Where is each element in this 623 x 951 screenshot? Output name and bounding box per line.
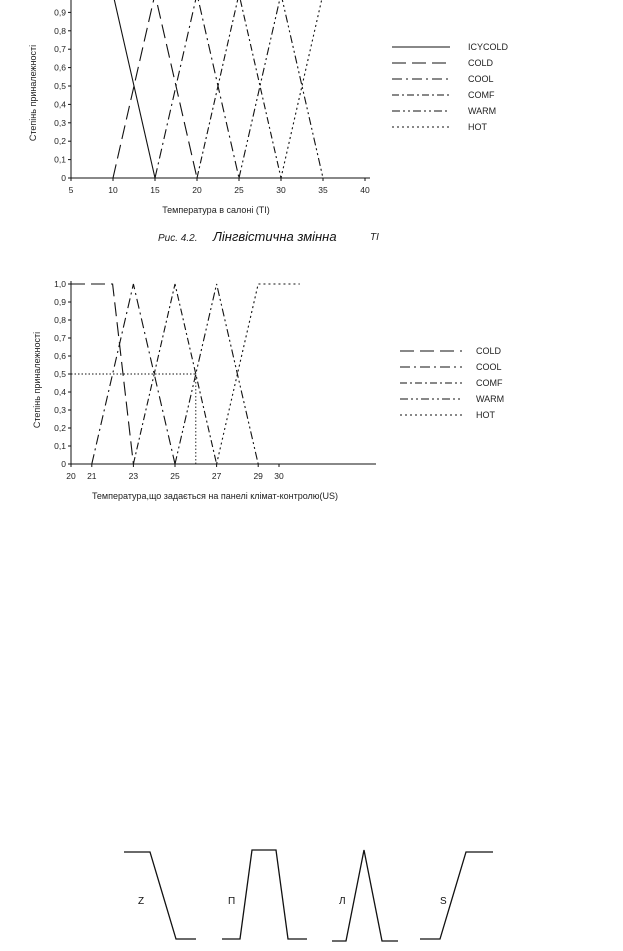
shape-1-label: Z (138, 896, 145, 907)
y-tick-label: 0,8 (54, 315, 66, 325)
legend-label-comf: COMF (476, 378, 503, 388)
caption-title: Лінгвістична змінна (213, 229, 337, 244)
series-line-cool (155, 0, 239, 178)
y-tick-label: 0,1 (54, 154, 66, 165)
x-tick-label: 21 (87, 471, 97, 481)
legend-label-cool: COOL (476, 362, 502, 372)
x-tick-label: 23 (128, 471, 139, 481)
legend-label-comf: COMF (468, 90, 495, 100)
shape-1-curve (124, 852, 196, 939)
series-line-comf (197, 0, 281, 178)
x-tick-label: 27 (211, 471, 222, 481)
y-tick-label: 0,6 (54, 62, 66, 73)
y-tick-label: 0,1 (54, 441, 66, 451)
y-axis-label: Степінь приналежності (32, 331, 42, 429)
y-tick-label: 0,2 (54, 136, 66, 147)
x-tick-label: 40 (360, 185, 370, 195)
x-tick-label: 30 (276, 185, 286, 195)
membership-shapes (124, 850, 493, 941)
series-line-warm (239, 0, 323, 178)
legend-label-cold: COLD (476, 346, 502, 356)
shape-4-label: S (440, 896, 447, 907)
x-tick-label: 35 (318, 185, 328, 195)
y-tick-label: 0,8 (54, 25, 66, 36)
legend-label-warm: WARM (468, 106, 497, 116)
y-tick-label: 0,5 (54, 369, 66, 379)
shape-4-curve (420, 852, 493, 939)
y-tick-label: 0,6 (54, 351, 66, 361)
x-tick-label: 30 (274, 471, 284, 481)
series-line-hot (217, 284, 300, 464)
caption-variable: TI (370, 232, 379, 243)
chart-ti (28, 0, 509, 215)
y-tick-label: 0,5 (54, 81, 66, 91)
legend-label-icycold: ICYCOLD (468, 42, 509, 52)
shape-3-label: Л (339, 896, 346, 907)
x-axis-label: Температура в салоні (TI) (162, 205, 270, 215)
y-tick-label: 0 (61, 459, 66, 469)
shape-2-curve (222, 850, 307, 939)
x-tick-label: 15 (150, 185, 160, 195)
x-tick-label: 10 (108, 185, 118, 195)
x-tick-label: 25 (170, 471, 180, 481)
figure-caption (158, 229, 379, 244)
y-tick-label: 0,3 (54, 117, 66, 128)
y-tick-label: 0,3 (54, 405, 66, 415)
x-tick-label: 20 (192, 185, 202, 195)
y-tick-label: 0,9 (54, 7, 66, 18)
shape-2-label: П (228, 896, 236, 907)
y-tick-label: 0,7 (54, 333, 66, 343)
y-tick-label: 0,4 (54, 99, 66, 110)
y-tick-label: 0,4 (54, 387, 66, 397)
series-line-icycold (71, 0, 365, 178)
y-tick-label: 0,7 (54, 44, 66, 55)
series-group (71, 0, 365, 178)
legend-label-hot: HOT (468, 122, 487, 132)
chart-us (32, 279, 504, 501)
y-axis-label: Степінь приналежності (28, 44, 38, 142)
legend-label-cool: COOL (468, 74, 494, 84)
legend-label-cold: COLD (468, 58, 494, 68)
x-tick-label: 29 (253, 471, 263, 481)
y-tick-label: 0 (61, 173, 66, 183)
caption-prefix: Рис. 4.2. (158, 233, 198, 244)
series-group (71, 284, 300, 464)
x-axis-label: Температура,що задається на панелі клімат-контролю(US) (91, 491, 339, 501)
x-tick-label: 5 (68, 185, 74, 195)
legend-label-hot: HOT (476, 410, 495, 420)
y-tick-label: 1,0 (54, 279, 66, 289)
y-tick-label: 0,9 (54, 297, 66, 307)
series-line-hot (281, 0, 323, 178)
y-tick-label: 0,2 (54, 423, 66, 433)
legend-label-warm: WARM (476, 394, 505, 404)
x-tick-label: 20 (66, 471, 76, 481)
x-tick-label: 25 (234, 185, 244, 195)
series-line-cold (113, 0, 197, 178)
